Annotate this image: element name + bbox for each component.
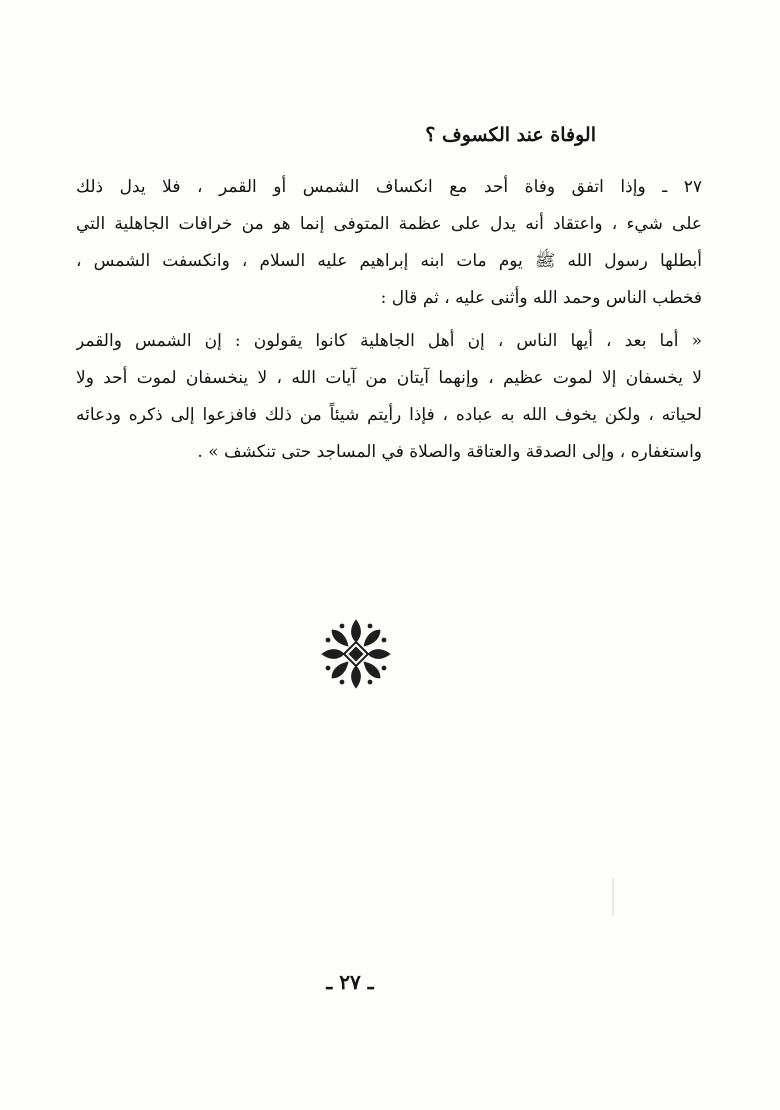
- paragraph-line: على شيء ، واعتقاد أنه يدل على عظمة المتوفى إنما هو من خرافات الجاهلية التي: [76, 214, 702, 234]
- page-number: ـ ٢٧ ـ: [326, 970, 374, 994]
- paragraph-intro: [76, 169, 702, 317]
- paragraph-line: لا يخسفان إلا لموت عظيم ، وإنهما آيتان من آيات الله ، لا ينخسفان لموت أحد ولا: [76, 368, 702, 388]
- paragraph-line: لحياته ، ولكن يخوف الله به عباده ، فإذا رأيتم شيئاً من ذلك فافزعوا إلى ذكره ودعائه: [76, 405, 702, 425]
- scan-mark: [612, 878, 614, 916]
- paragraph-line: واستغفاره ، وإلى الصدقة والعتاقة والصلاة في المساجد حتى تنكشف » .: [197, 442, 702, 462]
- paragraph-line: ٢٧ ـ وإذا اتفق وفاة أحد مع انكساف الشمس أو القمر ، فلا يدل ذلك: [76, 177, 702, 197]
- paragraph-line: فخطب الناس وحمد الله وأثنى عليه ، ثم قال :: [380, 288, 702, 308]
- paragraph-line: أبطلها رسول الله ﷺ يوم مات ابنه إبراهيم عليه السلام ، وانكسفت الشمس ،: [76, 251, 702, 271]
- paragraph-line: « أما بعد ، أيها الناس ، إن أهل الجاهلية كانوا يقولون : إن الشمس والقمر: [76, 331, 702, 351]
- section-heading: الوفاة عند الكسوف ؟: [425, 124, 596, 146]
- floral-ornament-icon: [318, 616, 394, 692]
- paragraph-hadith-quote: [76, 323, 702, 471]
